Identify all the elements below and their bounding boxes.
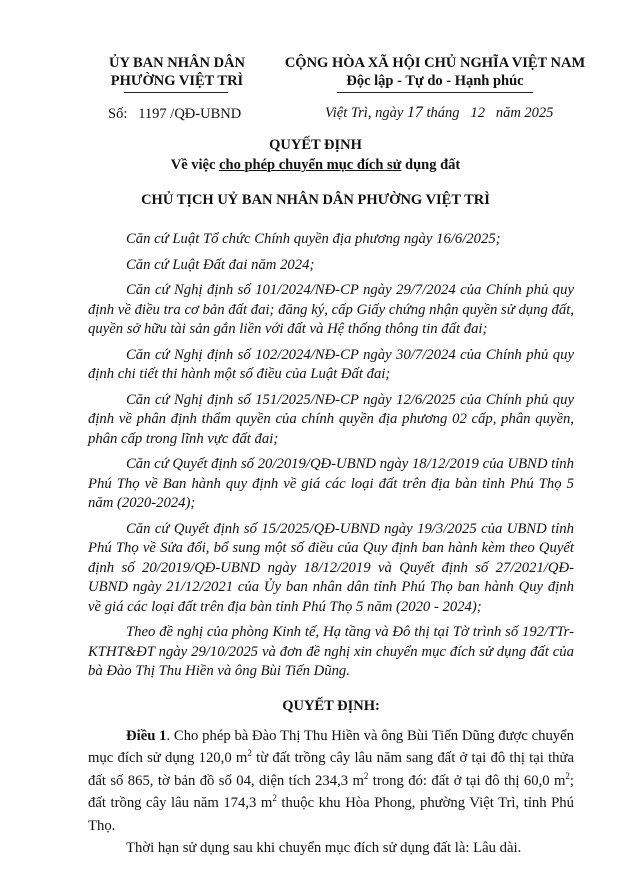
- document-title: QUYẾT ĐỊNH: [269, 137, 362, 153]
- document-date: [325, 104, 553, 122]
- subject-suffix: dụng đất: [401, 157, 461, 173]
- legal-basis: Căn cứ Quyết định số 20/2019/QĐ-UBND ngày 18/12/2019 của UBND tỉnh Phú Thọ về Ban hành quy định về giá các loại đất trên địa bàn tỉnh Phú Thọ 5 năm (2020-2024);: [88, 456, 574, 511]
- legal-basis: Theo đề nghị của phòng Kinh tế, Hạ tầng và Đô thị tại Tờ trình số 192/TTr-KTHT&ĐT ngày 29/10/2025 và đơn đề nghị xin chuyển mục đích sử dụng đất của bà Đào Thị Thu Hiền và ông Bùi Tiến Dũng.: [88, 624, 574, 679]
- legal-basis: Căn cứ Luật Đất đai năm 2024;: [126, 256, 315, 273]
- legal-basis: Căn cứ Quyết định số 15/2025/QĐ-UBND ngày 19/3/2025 của UBND tỉnh Phú Thọ về Sửa đổi, bổ sung một số điều của Quy định ban hành kèm theo Quyết định số 20/2019/QĐ-UBND ngày 18/12/2019 và Quyết định số 27/2021/QĐ-UBND ngày 21/12/2021 của Ủy ban nhân dân tỉnh Phú Thọ ban hành Quy định về giá các loại đất trên địa bàn tỉnh Phú Thọ 5 năm (2020 - 2024);: [88, 520, 574, 615]
- article-text: thuộc khu Hòa Phong, phường Việt Trì, tỉnh Phú Thọ.: [88, 795, 574, 834]
- superscript: 2: [565, 770, 570, 781]
- article-text: ; đất trồng cây lâu năm 174,3 m: [88, 772, 574, 811]
- article-1: [88, 725, 574, 838]
- date-day: 17: [406, 104, 423, 121]
- date-place: Việt Trì, ngày: [325, 105, 404, 121]
- date-year: năm 2025: [495, 105, 554, 121]
- article-text: trong đó: đất ở tại đô thị 60,0 m: [368, 772, 566, 789]
- motto: Độc lập - Tự do - Hạnh phúc: [346, 73, 524, 89]
- org-name-line1: ỦY BAN NHÂN DÂN: [108, 55, 245, 71]
- document-number: [108, 106, 241, 123]
- org-name-line2: PHƯỜNG VIỆT TRÌ: [110, 73, 244, 89]
- article-text: . Cho phép bà Đào Thị Thu Hiền và ông Bùi Tiến Dũng được chuyển mục đích sử dụng 120,0 m: [88, 727, 575, 766]
- national-motto: [270, 54, 600, 90]
- legal-basis: Căn cứ Luật Tổ chức Chính quyền địa phương ngày 16/6/2025;: [126, 231, 501, 247]
- document-body: [88, 230, 574, 860]
- nation-name: CỘNG HÒA XÃ HỘI CHỦ NGHĨA VIỆT NAM: [284, 55, 586, 71]
- date-month: 12: [470, 105, 485, 121]
- motto-underline: [337, 92, 533, 93]
- org-underline: [124, 92, 228, 93]
- article-label: Điều 1: [126, 727, 167, 744]
- issuing-authority: [92, 54, 262, 90]
- legal-basis: Căn cứ Nghị định số 151/2025/NĐ-CP ngày 12/6/2025 của Chính phủ quy định về phân định thẩm quyền của chính quyền địa phương 02 cấp, phân quyền, phân cấp trong lĩnh vực đất đai;: [88, 391, 574, 447]
- superscript: 2: [272, 793, 277, 804]
- subject-prefix: Về việc: [170, 157, 220, 173]
- legal-basis: Căn cứ Nghị định số 101/2024/NĐ-CP ngày 29/7/2024 của Chính phủ quy định về điều tra cơ bản đất đai; đăng ký, cấp Giấy chứng nhận quyền sử dụng đất, quyền sở hữu tài sản gắn liền với đất và Hệ thống thông tin đất đai;: [88, 282, 574, 337]
- date-month-label: tháng: [426, 105, 460, 121]
- number-value: 1197 /QĐ-UBND: [138, 106, 242, 122]
- article-text: từ đất trồng cây lâu năm sang đất ở tại đô thị tại thửa đất số 865, tờ bản đồ số 04, diện tích 234,3 m: [88, 750, 574, 789]
- superscript: 2: [363, 770, 369, 781]
- issuing-official: CHỦ TỊCH UỶ BAN NHÂN DÂN PHƯỜNG VIỆT TRÌ: [141, 192, 490, 208]
- subject-underlined: cho phép chuyển mục đích sử: [219, 157, 402, 173]
- number-label: Số:: [108, 106, 128, 122]
- decision-heading: QUYẾT ĐỊNH:: [282, 697, 380, 714]
- superscript: 2: [247, 748, 252, 759]
- document-subject: [0, 157, 631, 174]
- land-use-term: Thời hạn sử dụng sau khi chuyển mục đích sử dụng đất là: Lâu dài.: [126, 840, 522, 856]
- legal-basis: Căn cứ Nghị định số 102/2024/NĐ-CP ngày 30/7/2024 của Chính phủ quy định chi tiết thi hành một số điều của Luật Đất đai;: [88, 346, 574, 382]
